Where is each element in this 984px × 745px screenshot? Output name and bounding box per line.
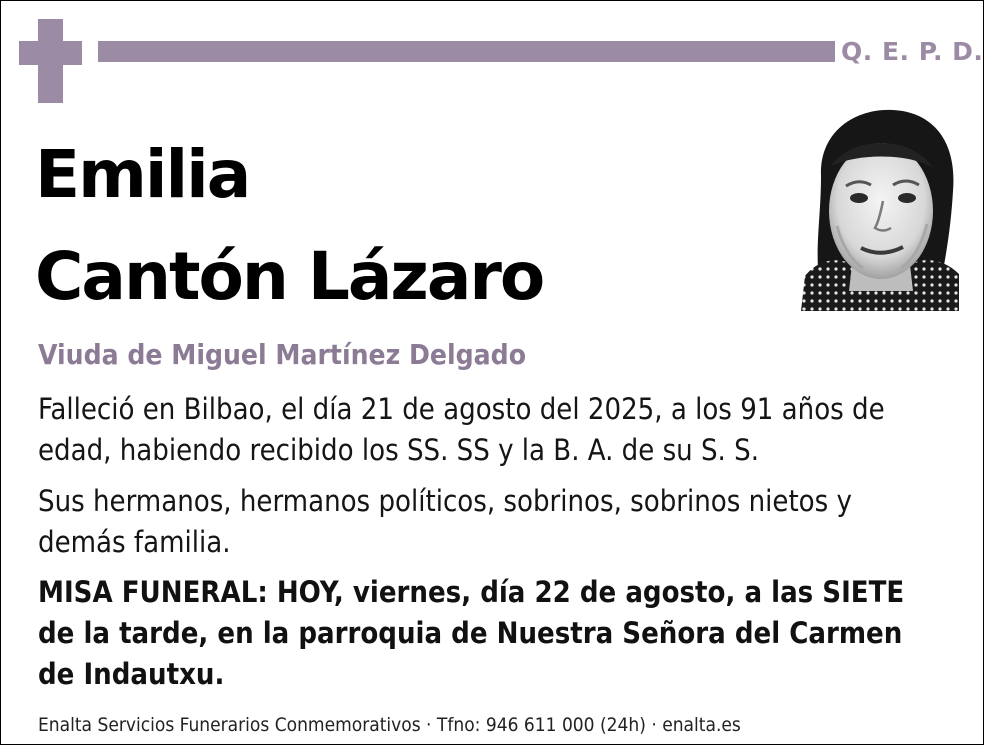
deceased-last-name: Cantón Lázaro (35, 238, 544, 315)
funeral-home-footer: Enalta Servicios Funerarios Conmemorativos · Tfno: 946 611 000 (24h) · enalta.es (38, 714, 741, 736)
death-announcement: Falleció en Bilbao, el día 21 de agosto del 2025, a los 91 años de edad, habiendo recibido los SS. SS y la B. A. de su S. S. (38, 392, 885, 467)
family-mourners: Sus hermanos, hermanos políticos, sobrinos, sobrinos nietos y demás familia. (38, 484, 852, 559)
deceased-first-name: Emilia (35, 136, 250, 213)
portrait-photo (801, 106, 959, 311)
qepd-label: Q. E. P. D. (841, 37, 984, 66)
widow-of-line: Viuda de Miguel Martínez Delgado (38, 338, 527, 371)
cross-horizontal-bar (19, 41, 82, 65)
header-rule (98, 41, 835, 62)
funeral-mass-details: MISA FUNERAL: HOY, viernes, día 22 de agosto, a las SIETE de la tarde, en la parroquia de Nuestra Señora del Carmen de Indautxu. (38, 575, 905, 691)
